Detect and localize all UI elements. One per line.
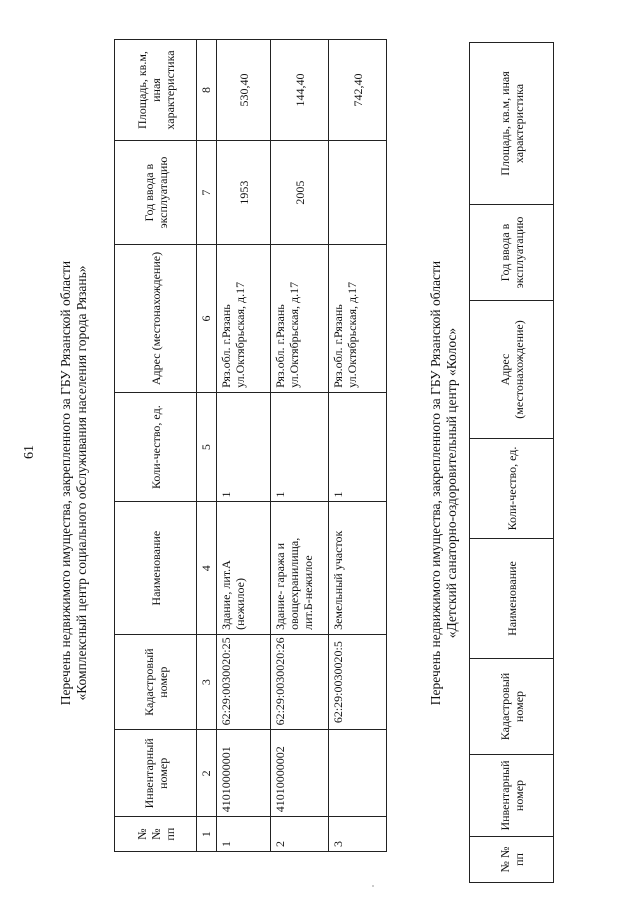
colnum: 3 [197, 634, 217, 730]
cell-cadastral: 62:29:0030020:5 [329, 634, 387, 730]
header-name: Наименование [115, 502, 197, 634]
cell-inventory [329, 730, 387, 817]
header-inventory: Инвентарный номер [470, 755, 554, 837]
header-name: Наименование [470, 539, 554, 659]
colnum: 4 [197, 502, 217, 634]
table-row [217, 40, 271, 852]
cell-area: 742,40 [329, 40, 387, 141]
section1-title-line1: Перечень недвижимого имущества, закрепленного за ГБУ Рязанской области [58, 260, 73, 706]
cell-address: Ряз.обл. г.Рязань ул.Октябрьская, д.17 [271, 245, 329, 393]
section1-table-wrap [114, 39, 387, 852]
cell-cadastral: 62:29:0030020:25 [217, 634, 271, 730]
section2-title [428, 113, 460, 853]
cell-pp: 1 [217, 817, 271, 852]
cell-inventory: 41010000001 [217, 730, 271, 817]
cell-quantity: 1 [329, 392, 387, 502]
section2-table [469, 42, 554, 883]
section1-header-row [115, 40, 197, 852]
cell-area: 144,40 [271, 40, 329, 141]
cell-quantity: 1 [271, 392, 329, 502]
cell-pp: 2 [271, 817, 329, 852]
header-quantity: Коли-чество, ед. [115, 392, 197, 502]
cell-name: Здание, лит.А (нежилое) [217, 502, 271, 634]
cell-year [329, 141, 387, 245]
colnum: 8 [197, 40, 217, 141]
section2-title-line1: Перечень недвижимого имущества, закрепленного за ГБУ Рязанской области [428, 260, 443, 706]
header-year: Год ввода в эксплуатацию [115, 141, 197, 245]
colnum: 5 [197, 392, 217, 502]
colnum: 6 [197, 245, 217, 393]
page-number: 61 [22, 445, 37, 459]
cell-address: Ряз.обл. г.Рязань ул.Октябрьская, д.17 [329, 245, 387, 393]
colnum: 1 [197, 817, 217, 852]
header-cadastral: Кадастровый номер [115, 634, 197, 730]
table-row [271, 40, 329, 852]
section1-title [58, 113, 90, 853]
header-address: Адрес (местонахождение) [470, 301, 554, 439]
cell-year: 2005 [271, 141, 329, 245]
section1-title-line2: «Комплексный центр социального обслуживания населения города Рязань» [74, 265, 89, 701]
header-address: Адрес (местонахождение) [115, 245, 197, 393]
header-area: Площадь, кв.м, иная характеристика [115, 40, 197, 141]
section2-table-wrap [469, 42, 554, 883]
colnum: 2 [197, 730, 217, 817]
cell-address: Ряз.обл. г.Рязань ул.Октябрьская, д.17 [217, 245, 271, 393]
cell-pp: 3 [329, 817, 387, 852]
cell-inventory: 41010000002 [271, 730, 329, 817]
cell-cadastral: 62:29:0030020:26 [271, 634, 329, 730]
header-inventory: Инвентарный номер [115, 730, 197, 817]
colnum: 7 [197, 141, 217, 245]
header-area: Площадь, кв.м, иная характеристика [470, 43, 554, 205]
section1-table [114, 39, 387, 852]
scan-artifact [372, 885, 374, 887]
header-cadastral: Кадастровый номер [470, 659, 554, 755]
cell-name: Земельный участок [329, 502, 387, 634]
section2-header-row [470, 43, 554, 883]
table-row [329, 40, 387, 852]
cell-quantity: 1 [217, 392, 271, 502]
header-quantity: Коли-чество, ед. [470, 439, 554, 539]
cell-area: 530,40 [217, 40, 271, 141]
header-pp: № № пп [470, 837, 554, 883]
header-pp: № № пп [115, 817, 197, 852]
header-year: Год ввода в эксплуатацию [470, 205, 554, 301]
cell-name: Здание- гаража и овощехранилища, лит.Б-нежилое [271, 502, 329, 634]
section2-title-line2: «Детский санаторно-оздоровительный центр «Колос» [444, 327, 459, 639]
cell-year: 1953 [217, 141, 271, 245]
section1-colnum-row [197, 40, 217, 852]
